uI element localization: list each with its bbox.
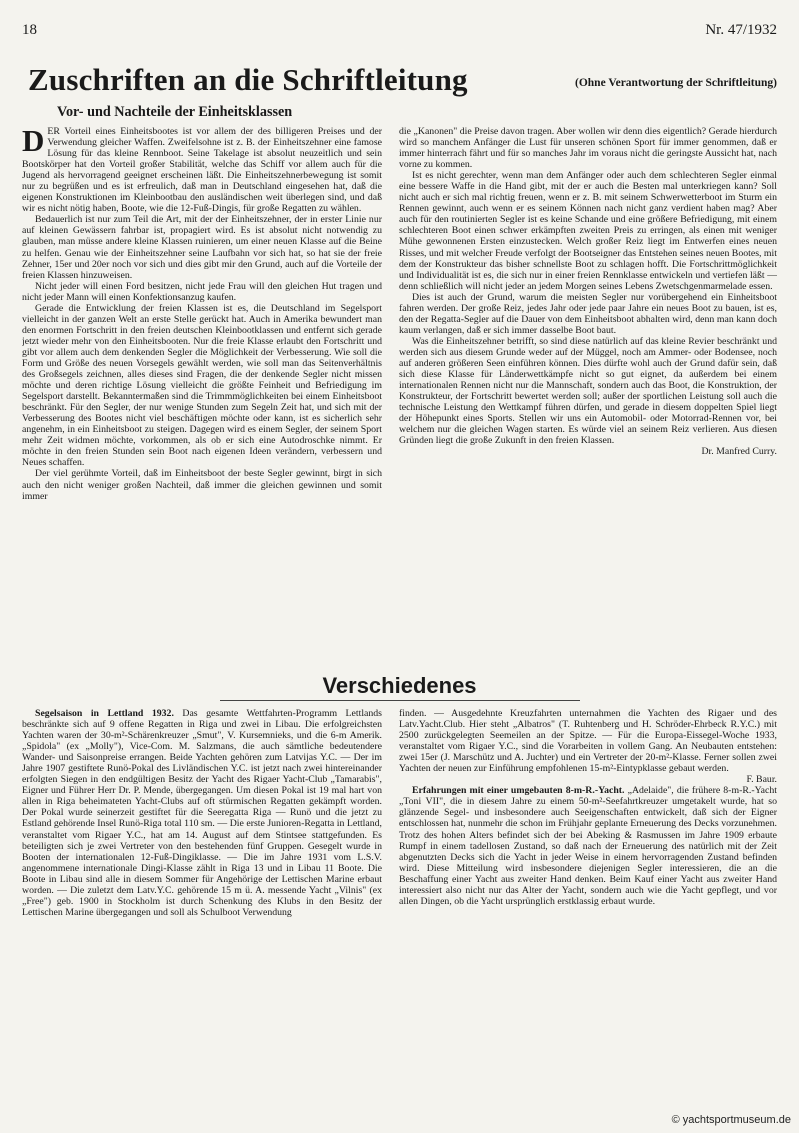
paragraph: Der viel gerühmte Vorteil, daß im Einheitsboot der beste Segler gewinnt, birgt in sich auch den nicht weniger großen Nachteil, daß immer die gleichen gewinnen und somit immer [22, 468, 382, 502]
section-divider [220, 700, 580, 701]
news-item: Segelsaison in Lettland 1932. Das gesamte Wettfahrten-Programm Lettlands beschränkte sich auf 9 offene Regatten in Riga und zwei in Libau. Die erfolgreichsten Yachten waren der 30-m²-Schärenkreuzer „Smut", V. Kursemnieks, und die 6-m Amerik. „Spidola" (ex „Molly"), Vice-Com. M. Salzmans, die auch sämtliche bedeutendere Wander- und Saisonpreise errangen. Beide Yachten gehören zum Latvijas Y.C. — Der im Jahre 1907 gestiftete Runö-Pokal des Livländischen Y.C. ist jetzt nach zwei hintereinander erfolgten Siegen in den endgültigen Besitz der Yacht des Rigaer Yacht-Club „Tamarabis", Eigner und Führer Herr Dr. P. Mende, übergegangen. Um diesen Pokal ist 19 mal hart von allen in Riga beheimateten Yacht-Clubs auf oft stürmischen Regatten gekämpft worden. Der Pokal wurde seinerzeit gestiftet für die Seeregatta Riga — Runö und die jetzt zu Estland gehörende Insel Runö-Riga total 110 sm. — Die erste Junioren-Regatta in Lettland, veranstaltet vom Rigaer Y.C., hat am 14. August auf dem Stintsee stattgefunden. Es beteiligten sich je zwei Vertreter von den bestehenden fünf Gruppen. Gesegelt wurde in Booten der internationalen 12-Fuß-Dingiklasse. — Die im Jahre 1931 vom L.S.V. angenommene internationale Dingi-Klasse zählt in Riga 13 und in Libau 11 Boote. Die Boote in Libau sind alle in diesem Sommer für Angehörige der Lettischen Marine erbaut worden. — Die zuletzt dem Latv.Y.C. gehörende 15 m ü. A. messende Yacht „Vilnis" (ex „Free") geb. 1900 in Stockholm ist durch Schenkung des Klubs in den Besitz der Lettischen Marine übergegangen und soll als Schulboot Verwendung [22, 708, 382, 918]
article-title-note: (Ohne Verantwortung der Schriftleitung) [575, 77, 777, 89]
news-item: Erfahrungen mit einer umgebauten 8-m-R.-Yacht. „Adelaide", die frühere 8-m-R.-Yacht „Toni VII", die in diesem Jahre zu einem 50-m²-Seefahrtkreuzer umgetakelt wurde, hat so glänzende Segel- und insbesondere auch Seeigenschaften entwickelt, daß sich der Eigner entschlossen hat, nunmehr die schon im Frühjahr geplante Erneuerung des Decks vorzunehmen. Trotz des hohen Alters befindet sich der bei Abeking & Rasmussen im Jahre 1909 erbaute Rumpf in einem tadellosen Zustand, so daß nach der Erneuerung des natürlich mit der Zeit abgenutzten Decks sich die Yacht in jeder Weise in einem hervorragenden Zustand befinden wird. Diese Mitteilung wird insbesondere diejenigen Segler interessieren, die an die Beschaffung einer Yacht aus zweiter Hand denken. Beim Kauf einer Yacht aus zweiter Hand interessiert also nicht nur das Alter der Yacht, sondern auch wie die Yacht gepflegt, und vor allen Dingen, ob die Yacht ursprünglich erstklassig erbaut wurde. [399, 785, 777, 907]
paragraph: die „Kanonen" die Preise davon tragen. Aber wollen wir denn dies eigentlich? Gerade hierdurch wird so manchem Anfänger die Lust für unseren schönen Sport für immer genommen, daß er immer hinterrach fährt und für so manches Jahr im voraus nicht die geringste Aussicht hat, nach vorne zu kommen. [399, 126, 777, 171]
news-heading: Erfahrungen mit einer umgebauten 8-m-R.-Yacht. [412, 785, 625, 797]
misc-column-left [22, 708, 382, 1056]
news-heading: Segelsaison in Lettland 1932. [35, 708, 174, 719]
paragraph: finden. — Ausgedehnte Kreuzfahrten unternahmen die Yachten des Rigaer und des Latv.Yacht.Club. Hier steht „Albatros" (T. Ruhtenberg und H. Schröder-Ehrbeck R.Y.C.) mit 2500 zurückgelegten Seemeilen an der Spitze. — Für die Europa-Eissegel-Woche 1933, veranstaltet vom Rigaer Y.C., sind die Vorarbeiten in vollem Gang. An Neubauten entstehen: zwei 15er (J. Marschütz und A. Juchter) und ein Vertreter der 20-m²-Klasse. Ferner sollen zwei Yachten der neuen zur Einführung empfohlenen 15-m²-Eintypklasse gebaut werden. [399, 708, 777, 775]
paragraph: Bedauerlich ist nur zum Teil die Art, mit der der Einheitszehner, der in erster Linie nur auf kleinen Gewässern fahrbar ist, propagiert wird. Es ist absolut nicht notwendig zu glauben, man müsse andere kleine Klassen ruinieren, um einer neuen Klasse auf die Beine zu helfen. Genau wie der Einheitszehner seine Laufbahn vor sich hat, so hat sie der freie Zehner, 15er und 20er noch vor sich und dies gibt mir den Grund, auch auf die Vorteile der freien Klassen hinzuweisen. [22, 214, 382, 281]
issue-number: Nr. 47/1932 [705, 22, 777, 38]
drop-cap: D [22, 126, 45, 158]
article-column-right [399, 126, 777, 671]
paragraph: Nicht jeder will einen Ford besitzen, nicht jede Frau will den gleichen Hut tragen und nicht jeder Mann will einen Konfektionsanzug kaufen. [22, 280, 382, 303]
page-header [22, 22, 777, 42]
paragraph: Was die Einheitszehner betrifft, so sind diese natürlich auf das kleine Revier beschränkt und werden sich aus diesem Grunde weder auf der Müggel, noch am Ammer- oder Bodensee, noch auf anderen größeren Seen einführen können. Dies dürfte wohl auch der Grund dafür sein, daß sich diese Klasse für Länderwettkämpfe nicht so gut eignet, da außerdem bei einem internationalen Rennen nicht nur die Mannschaft, sondern auch das Boot, die Konstruktion, der Konstrukteur, der Fortschritt bewertet werden soll; außer der sportlichen Leistung soll auch die technische Leistung den Wettkampf führen dürfen, und gerade in diesem doppelten Spiel liegt der Höhepunkt eines Sports. Stellen wir uns ein Automobil- oder Motorrad-Rennen vor, bei welchem nur die gleichen Wagen starten. Es würde viel an seinem Reiz verlieren. Aus diesen Gründen liegt die große Zukunft in den freien Klassen. [399, 335, 777, 447]
paragraph: Dies ist auch der Grund, warum die meisten Segler nur vorübergehend ein Einheitsboot fahren werden. Der große Reiz, jedes Jahr oder jede paar Jahre ein neues Boot zu bauen, ist es, den der Regatta-Segler auf die Dauer von dem Einheitsboot abhalten wird, denn man kann doch kaum verlangen, daß er sich immer dasselbe Boot baut. [399, 291, 777, 336]
page-number: 18 [22, 22, 37, 38]
news-signature: F. Baur. [746, 774, 777, 786]
article-title: Zuschriften an die Schriftleitung [28, 62, 468, 97]
article-subtitle: Vor- und Nachteile der Einheitsklassen [57, 104, 293, 120]
article-signature: Dr. Manfred Curry. [701, 446, 777, 458]
source-credit: © yachtsportmuseum.de [671, 1114, 791, 1126]
paragraph: DER Vorteil eines Einheitsbootes ist vor allem der des billigeren Preises und der Verwendung gleicher Waffen. Zweifelsohne ist z. B. der Einheitszehner eine famose Lösung für das kleine Rennboot. Seine Takelage ist absolut neuzeitlich und sein Bootskörper hat den Vorteil großer Stabilität, welche das Schiff vor allem auch für die Jugend als hervorragend geeignet erscheinen läßt. Die Einheitszehnerbewegung ist somit nur zu begrüßen und es ist erfreulich, daß man in Deutschland eingesehen hat, daß die eigenen Konstruktionen im Kleinbootbau den ausländischen weit überlegen sind, und daß wir es nicht nötig haben, Boote, wie die 12-Fuß-Dingis, für große Regatten zu wählen. [22, 126, 382, 215]
article-column-left [22, 126, 382, 671]
paragraph: Gerade die Entwicklung der freien Klassen ist es, die Deutschland im Segelsport vielleicht in der ganzen Welt an erste Stelle gerückt hat. Auch in Amerika bewundert man den enormen Fortschritt in den freien deutschen Kleinbootklassen und entfernt sich gerade jetzt wieder mehr von den Einheitsbooten. Nur die freie Klasse erlaubt den Fortschritt und gibt vor allem auch dem denkenden Segler die Möglichkeit der Verbesserung. Wie soll die Form und Größe des neuen Vorsegels gewählt werden, wie soll man das Seitenverhältnis des Großsegels zeichnen, alles dieses sind Fragen, die der denkende Segler nicht missen möchte und deren richtige Lösung vielleicht die größte Feinheit und Befriedigung im Segelsport darstellt. Bekanntermaßen sind die Trimmmöglichkeiten bei einem Einheitsboot beschränkt. Für den Segler, der nur wenige Stunden zum Segeln Zeit hat, und sich mit der Verbesserung des Bootes nicht viel beschäftigen möchte oder kann, ist es sicherlich sehr angenehm, in ein Einheitsboot zu steigen. Dagegen wird es einem Segler, der seinem Sport mehr Zeit widmen möchte, vorkommen, als ob er sich eine Autodroschke nimmt. Er möchte in den freien Stunden sein Boot nach eigenen Ideen verändern, verbessern und Neues schaffen. [22, 302, 382, 469]
misc-column-right [399, 708, 777, 1056]
paragraph: Ist es nicht gerechter, wenn man dem Anfänger oder auch dem schlechteren Segler einmal eine bessere Waffe in die Hand gibt, mit der er auch die Besten mal unterkriegen kann? Soll nicht auch er sich mal richtig freuen, wenn er z. B. mit seinem Schwerwetterboot im Sturm ein Rennen gewinnt, auch wenn er es seinem Können nach nicht ganz verdient haben mag? Aber auch für den routinierten Segler ist es keine Schande und eine größere Befriedigung, mit einem schlechteren Boot einen schwer erkämpften zweiten Preis zu erringen, als einen mit weniger Mühe gewonnenen Ersten einzustecken. Welch großer Reiz liegt im Entwerfen eines neuen Risses, und mit welcher Freude verfolgt der Bootseigner das Entstehen seines neuen Bootes, mit dem der Konstrukteur das bisher schnellste Boot zu schlagen hofft. Die Fortschrittmöglichkeit und Individualität ist es, die sich nur in einer freien Rennklasse entwickeln und vertiefen läßt — denn schließlich will nicht jeder an jedem Morgen seines Lebens Zwetschgenmarmelade essen. [399, 170, 777, 292]
section-title: Verschiedenes [322, 673, 477, 698]
